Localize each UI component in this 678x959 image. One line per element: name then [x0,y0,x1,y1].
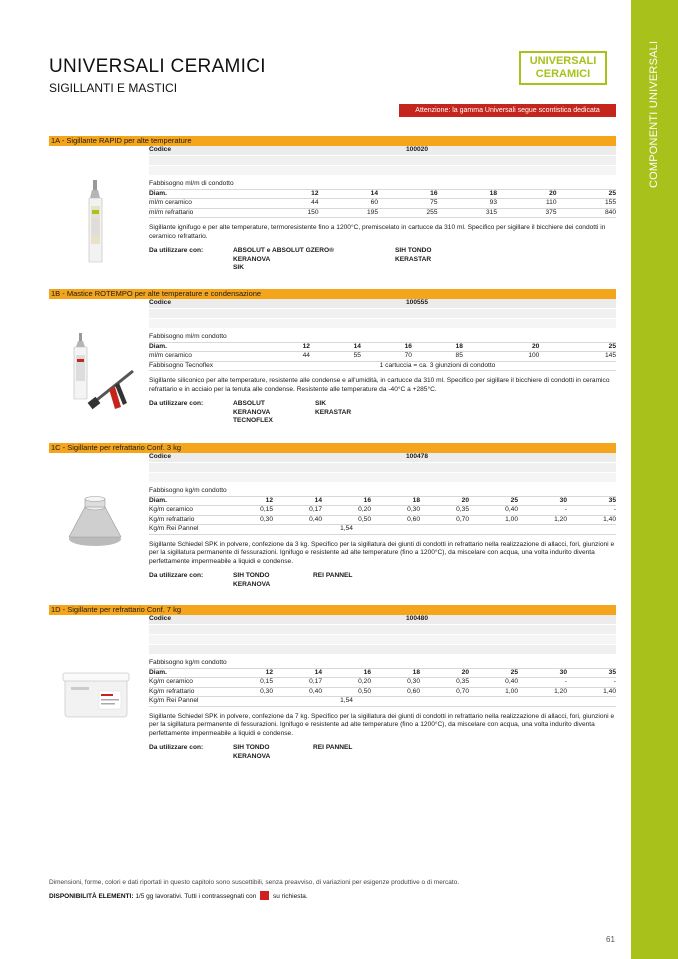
value-cell: 0,15 [260,506,273,514]
compatible-product: KERANOVA [233,408,271,416]
diam-cell: 35 [608,668,616,676]
compatible-product: KERASTAR [395,255,432,263]
blank-row [149,473,616,482]
diam-cell: 20 [461,496,469,504]
codice-label: Codice [149,453,171,460]
value-cell: 1,20 [554,687,567,695]
diam-cell: 12 [302,342,310,350]
diam-cell: 14 [370,189,378,197]
spec-table [149,180,616,218]
product-description: Sigillante siliconico per alte temperature, resistente alle condense e all'umidità, in cartucce da 310 ml. Specifico per sigillare il bicchiere di condotti in ceramico refrattario e in acciaio per la tenuta alle condense. Resistente alle temperature da -40°C a +285°C. [149,377,610,393]
blank-row [149,319,616,328]
value-cell: 0,30 [260,515,273,523]
fabbisogno-label: Fabbisogno kg/m condotto [149,487,227,494]
row-label: ml/m ceramico [149,199,192,207]
diam-cell: 14 [314,668,322,676]
use-label: Da utilizzare con: [149,572,204,580]
value-cell: 85 [455,352,463,360]
section-content [149,146,616,272]
row-label: Kg/m Rei Pannel [149,525,199,533]
value-cell: 0,50 [358,515,371,523]
section-header: 1B - Mastice ROTEMPO per alte temperature e condensazione [49,289,616,299]
diam-cell: 14 [314,496,322,504]
section-content [149,615,616,761]
value-cell: 100 [528,352,540,360]
value-cell: 1,40 [603,687,616,695]
value-cell: 0,70 [456,515,469,523]
codice-label: Codice [149,146,171,153]
codice-row [149,615,616,624]
compatible-product: KERANOVA [233,752,271,760]
row-label: Kg/m ceramico [149,506,193,514]
codice-row [149,299,616,308]
diam-cell: 20 [532,342,540,350]
value-cell: 0,35 [456,506,469,514]
cartridge-image [49,176,145,266]
use-label: Da utilizzare con: [149,400,204,408]
value-cell: - [613,678,616,686]
codice-value: 100478 [406,453,429,460]
product-description: Sigillante Schiedel SPK in polvere, confezione da 7 kg. Specifico per la sigillatura dei giunti di condotti in refrattario nella realizzazione di allacci, fori, giunzioni e per la sigillatura permanente di fessurazioni. Ignifugo e resistente ad alte temperature (fino a 1200°C), da miscelare con acqua, una volta indurito diventa perfettamente impermeabile a liquidi e condense. [149,712,615,737]
value-cell: 0,35 [456,678,469,686]
blank-row [149,309,616,318]
section-header: 1A - Sigillante RAPID per alte temperature [49,136,616,146]
use-label: Da utilizzare con: [149,744,204,752]
compatible-product: SIH TONDO [233,572,270,580]
compatible-product: KERANOVA [233,255,271,263]
row-label: Kg/m refrattario [149,687,195,695]
compatible-product: ABSOLUT e ABSOLUT GZERO® [233,247,334,255]
use-label: Da utilizzare con: [149,247,204,255]
page-number: 61 [606,935,615,944]
diam-cell: 35 [608,496,616,504]
diam-label: Diam. [149,496,167,504]
value-cell: 0,60 [407,515,420,523]
row-label: Kg/m refrattario [149,515,195,523]
page-title: UNIVERSALI CERAMICI [49,56,266,77]
value-cell: 1,20 [554,515,567,523]
value-cell: 0,20 [358,506,371,514]
value-cell: 375 [545,208,557,216]
value-cell: 0,30 [407,506,420,514]
diam-cell: 25 [608,189,616,197]
availability-label: DISPONIBILITÀ ELEMENTI: [49,893,134,900]
logo-line1: UNIVERSALI [529,55,597,67]
codice-value: 100555 [406,299,429,306]
side-tab-label: COMPONENTI UNIVERSALI [648,40,660,188]
value-cell: 110 [545,199,557,207]
value-cell: 0,50 [358,687,371,695]
codice-label: Codice [149,299,171,306]
compatible-product: KERANOVA [233,580,271,588]
section-header: 1C - Sigillante per refrattario Conf. 3 kg [49,443,616,453]
value-cell: 1,00 [505,515,518,523]
diam-cell: 16 [404,342,412,350]
value-cell: 0,17 [309,506,322,514]
section-content [149,453,616,589]
diam-label: Diam. [149,189,167,197]
bucket-image [49,665,145,725]
value-cell: 0,40 [309,515,322,523]
diam-cell: 18 [412,496,420,504]
diam-cell: 12 [265,496,273,504]
section-1d [49,605,616,760]
fabbisogno-label: Fabbisogno ml/m condotto [149,333,227,340]
section-content [149,299,616,425]
row-label: ml/m refrattario [149,208,194,216]
value-cell: 0,40 [505,506,518,514]
diam-cell: 12 [265,668,273,676]
value-cell: 1,00 [505,687,518,695]
diam-cell: 25 [608,342,616,350]
codice-row [149,146,616,155]
compatible-product: SIH TONDO [395,247,432,255]
value-cell: 75 [430,199,438,207]
value-cell: 0,17 [309,678,322,686]
value-cell: 70 [404,352,412,360]
value-cell: 1,40 [603,515,616,523]
blank-row [149,463,616,472]
blank-row [149,625,616,634]
compatibility [149,247,616,272]
value-cell: 145 [604,352,616,360]
value-cell: 44 [302,352,310,360]
row-label: Kg/m ceramico [149,678,193,686]
side-tab [631,0,678,959]
diam-cell: 16 [363,668,371,676]
diam-cell: 18 [412,668,420,676]
value-cell: 195 [366,208,378,216]
diam-cell: 25 [510,496,518,504]
fabbisogno-label: Fabbisogno kg/m condotto [149,659,227,666]
page-subtitle: SIGILLANTI E MASTICI [49,81,178,95]
codice-value: 100020 [406,146,429,153]
diam-cell: 25 [510,668,518,676]
compatibility [149,572,616,589]
compatibility [149,744,616,761]
diam-cell: 18 [455,342,463,350]
section-1c [49,443,616,588]
value-cell: - [613,506,616,514]
availability-suffix: su richiesta. [272,893,308,900]
value-cell: 255 [426,208,438,216]
section-1a [49,136,616,271]
value-cell: 0,40 [505,678,518,686]
discount-notice: Attenzione: la gamma Universali segue scontistica dedicata [399,104,616,117]
row-label: Fabbisogno Tecnoflex [149,361,214,369]
diam-cell: 30 [559,496,567,504]
spec-table [149,333,616,371]
value-cell: 0,40 [309,687,322,695]
compatible-product: KERASTAR [315,408,352,416]
diam-label: Diam. [149,668,167,676]
blank-row [149,166,616,175]
codice-label: Codice [149,615,171,622]
cartridge-gun-image [49,329,145,419]
spec-table [149,659,616,707]
compatible-product: REI PANNEL [313,744,353,752]
value-cell: 0,20 [358,678,371,686]
diam-cell: 20 [549,189,557,197]
row-label: ml/m ceramico [149,352,192,360]
availability-note [49,891,308,900]
tecnoflex-value: 1 cartuccia = ca. 3 giunzioni di condotto [379,361,496,369]
section-header: 1D - Sigillante per refrattario Conf. 7 kg [49,605,616,615]
blank-row [149,645,616,654]
value-cell: 0,60 [407,687,420,695]
diam-label: Diam. [149,342,167,350]
cone-image [49,493,145,553]
rei-value: 1,54 [340,525,353,533]
value-cell: 840 [604,208,616,216]
diam-cell: 20 [461,668,469,676]
value-cell: - [564,506,567,514]
value-cell: 0,15 [260,678,273,686]
row-label: Kg/m Rei Pannel [149,697,199,705]
blank-row [149,156,616,165]
value-cell: 0,30 [407,678,420,686]
codice-value: 100480 [406,615,429,622]
diam-cell: 14 [353,342,361,350]
compatible-product: TECNOFLEX [233,417,273,424]
value-cell: 0,30 [260,687,273,695]
compatibility [149,400,616,425]
diam-cell: 12 [311,189,319,197]
diam-cell: 16 [430,189,438,197]
value-cell: 60 [370,199,378,207]
red-marker-icon [260,891,269,900]
compatible-product: ABSOLUT [233,400,265,408]
product-description: Sigillante Schiedel SPK in polvere, confezione da 3 kg. Specifico per la sigillatura dei giunti di condotti in refrattario nella realizzazione di allacci, fori, giunzioni e per la sigillatura permanente di fessurazioni. Ignifugo e resistente ad alte temperature (fino a 1200°C), da miscelare con acqua, una volta indurito diventa perfettamente impermeabile a liquidi e condense. [149,540,615,565]
product-description: Sigillante ignifugo e per alte temperature, termoresistente fino a 1200°C, premiscelato in cartucce da 310 ml. Specifico per sigillare il bicchiere dei condotti in ceramico refrattario. [149,224,606,240]
codice-row [149,453,616,462]
value-cell: 315 [485,208,497,216]
compatible-product: REI PANNEL [313,572,353,580]
value-cell: 55 [353,352,361,360]
disclaimer: Dimensioni, forme, colori e dati riportati in questo capitolo sono suscettibili, senza preavviso, di variazioni per esigenze produttive o di mercato. [49,879,460,886]
diam-cell: 16 [363,496,371,504]
section-1b [49,289,616,424]
compatible-product: SIK [233,264,244,271]
blank-row [149,635,616,644]
availability-text: 1/5 gg lavorativi. Tutti i contrassegnati con [135,893,257,900]
value-cell: 155 [604,199,616,207]
fabbisogno-label: Fabbisogno ml/m di condotto [149,180,234,187]
logo-line2: CERAMICI [535,68,591,80]
rei-value: 1,54 [340,697,353,705]
value-cell: 93 [489,199,497,207]
compatible-product: SIH TONDO [233,744,270,752]
category-logo [519,51,607,85]
compatible-product: SIK [315,400,326,408]
diam-cell: 30 [559,668,567,676]
value-cell: 150 [307,208,319,216]
value-cell: - [564,678,567,686]
value-cell: 44 [311,199,319,207]
spec-table [149,487,616,535]
diam-cell: 18 [489,189,497,197]
value-cell: 0,70 [456,687,469,695]
